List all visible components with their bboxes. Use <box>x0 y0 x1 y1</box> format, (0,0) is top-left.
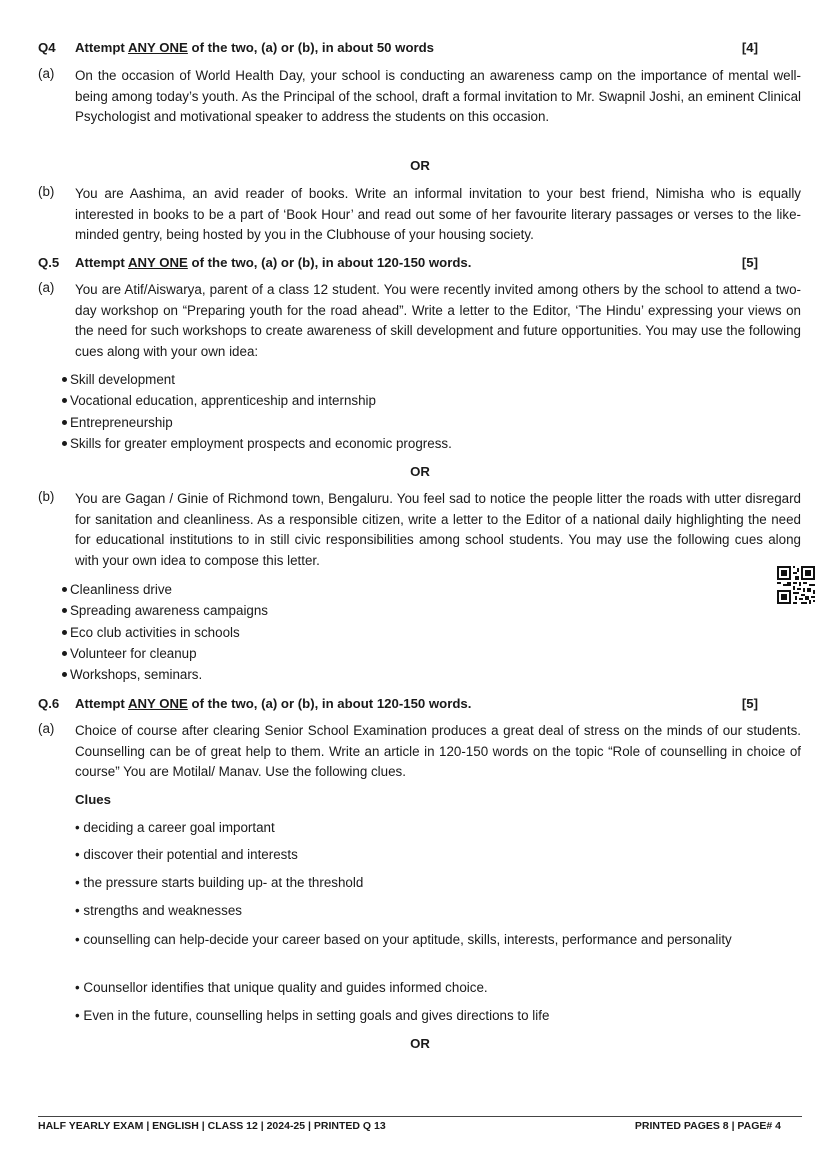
q4-instruction: Attempt ANY ONE of the two, (a) or (b), in about 50 words <box>75 40 435 55</box>
footer-page-info: PRINTED PAGES 8 | PAGE# 4 <box>634 1120 781 1132</box>
option-text: Choice of course after clearing Senior School Examination produces a great deal of stress on the minds of our students. Counselling can be of great help to them. Write an article in 120-150 words on the topic “Role of counselling in choice of course” You are Motilal/ Manav. Use the following clues. <box>75 723 801 779</box>
bullet-icon <box>62 398 67 403</box>
q6-or: OR <box>410 1036 430 1051</box>
list-item: Skill development <box>62 369 452 390</box>
bullet-icon <box>62 608 67 613</box>
option-label: (b) <box>38 489 55 504</box>
clue-item: • the pressure starts building up- at the threshold <box>75 875 364 890</box>
q5-marks: [5] <box>741 255 758 270</box>
bullet-icon <box>62 377 67 382</box>
bullet-icon <box>62 630 67 635</box>
clue-item: • discover their potential and interests <box>75 847 298 862</box>
qr-code-icon <box>777 566 815 604</box>
option-text: You are Atif/Aiswarya, parent of a class 12 student. You were recently invited among others by the school to attend a two-day workshop on “Preparing youth for the road ahead”. Write a letter to the Editor, ‘The Hindu’ expressing your views on the need for such workshops to create awareness of skill development and future opportunities. You may use the following cues along with your own idea: <box>75 282 801 359</box>
bullet-icon <box>62 587 67 592</box>
q5-or: OR <box>410 464 430 479</box>
bullet-icon <box>62 651 67 656</box>
list-item: Workshops, seminars. <box>62 664 268 685</box>
option-label: (a) <box>38 280 55 295</box>
option-text: On the occasion of World Health Day, your school is conducting an awareness camp on the importance of mental well-being among today’s youth. As the Principal of the school, draft a formal invitation to Mr. Swapnil Joshi, an eminent Clinical Psychologist and motivational speaker to address the students on this occasion. <box>75 68 801 124</box>
q6-number: Q.6 <box>38 696 60 711</box>
bullet-icon <box>62 441 67 446</box>
q6-instruction: Attempt ANY ONE of the two, (a) or (b), in about 120-150 words. <box>75 696 472 711</box>
list-item: Spreading awareness campaigns <box>62 600 268 621</box>
footer-divider <box>38 1116 802 1117</box>
option-text: You are Gagan / Ginie of Richmond town, Bengaluru. You feel sad to notice the people litter the roads with utter disregard for sanitation and cleanliness. As a responsible citizen, write a letter to the Editor of a national daily highlighting the need for educational institutions to in still civic responsibilities among school students. You may use the following cues along with your own idea to compose this letter. <box>75 491 801 568</box>
list-item: Skills for greater employment prospects and economic progress. <box>62 433 452 454</box>
bullet-icon <box>62 420 67 425</box>
footer-exam-info: HALF YEARLY EXAM | ENGLISH | CLASS 12 | 2024-25 | PRINTED Q 13 <box>38 1120 386 1132</box>
q5-number: Q.5 <box>38 255 60 270</box>
bullet-icon <box>62 672 67 677</box>
clue-item: • Even in the future, counselling helps in setting goals and gives directions to life <box>75 1008 550 1023</box>
list-item: Vocational education, apprenticeship and internship <box>62 390 452 411</box>
q4-marks: [4] <box>741 40 758 55</box>
q5-instruction: Attempt ANY ONE of the two, (a) or (b), in about 120-150 words. <box>75 255 472 270</box>
list-item: Eco club activities in schools <box>62 622 268 643</box>
clue-item: • deciding a career goal important <box>75 820 275 835</box>
list-item: Volunteer for cleanup <box>62 643 268 664</box>
option-label: (b) <box>38 184 55 199</box>
clue-item: • counselling can help-decide your career based on your aptitude, skills, interests, performance and personality <box>75 932 732 947</box>
q4-or: OR <box>410 158 430 173</box>
q5-b-cues <box>62 579 268 685</box>
q5-a-cues <box>62 369 452 454</box>
clues-title: Clues <box>75 792 111 807</box>
option-text: You are Aashima, an avid reader of books. Write an informal invitation to your best friend, Nimisha who is equally interested in books to be a part of ‘Book Hour’ and read out some of her favourite literary passages or verses to the like-minded gentry, being hosted by you in the Clubhouse of your housing society. <box>75 186 801 242</box>
clue-item: • Counsellor identifies that unique quality and guides informed choice. <box>75 980 488 995</box>
list-item: Entrepreneurship <box>62 412 452 433</box>
q6-marks: [5] <box>741 696 758 711</box>
q4-number: Q4 <box>38 40 56 55</box>
option-label: (a) <box>38 66 55 81</box>
clue-item: • strengths and weaknesses <box>75 903 242 918</box>
option-label: (a) <box>38 721 55 736</box>
list-item: Cleanliness drive <box>62 579 268 600</box>
